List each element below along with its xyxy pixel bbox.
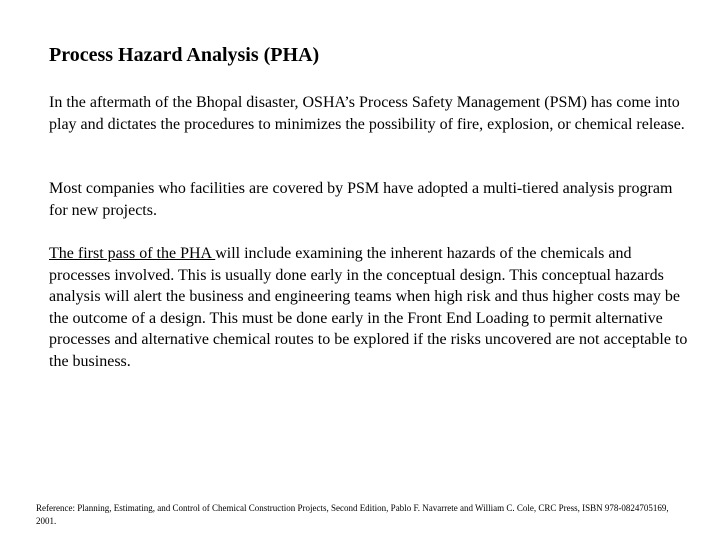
slide-title: Process Hazard Analysis (PHA) [49, 44, 320, 66]
first-pass-emphasis: The first pass of the PHA [49, 245, 216, 262]
reference-citation: Reference: Planning, Estimating, and Control of Chemical Construction Projects, Second Edition, Pablo F. Navarrete and William C. Cole, CRC Press, ISBN 978-0824705169, 2001. [36, 503, 669, 526]
paragraph-first-pass [49, 243, 689, 373]
first-pass-body: will include examining the inherent hazards of the chemicals and processes involved. This is usually done early in the conceptual design. This conceptual hazards analysis will alert the business and engineering teams when high risk and thus higher costs may be the outcome of a design. This must be done early in the Front End Loading to permit alternative processes and alternative chemical routes to be explored if the risks uncovered are not acceptable to the business. [49, 245, 688, 370]
paragraph-bhopal-psm: In the aftermath of the Bhopal disaster, OSHA’s Process Safety Management (PSM) has come into play and dictates the procedures to minimizes the possibility of fire, explosion, or chemical release. [49, 94, 685, 133]
paragraph-multi-tiered: Most companies who facilities are covered by PSM have adopted a multi-tiered analysis program for new projects. [49, 180, 673, 219]
